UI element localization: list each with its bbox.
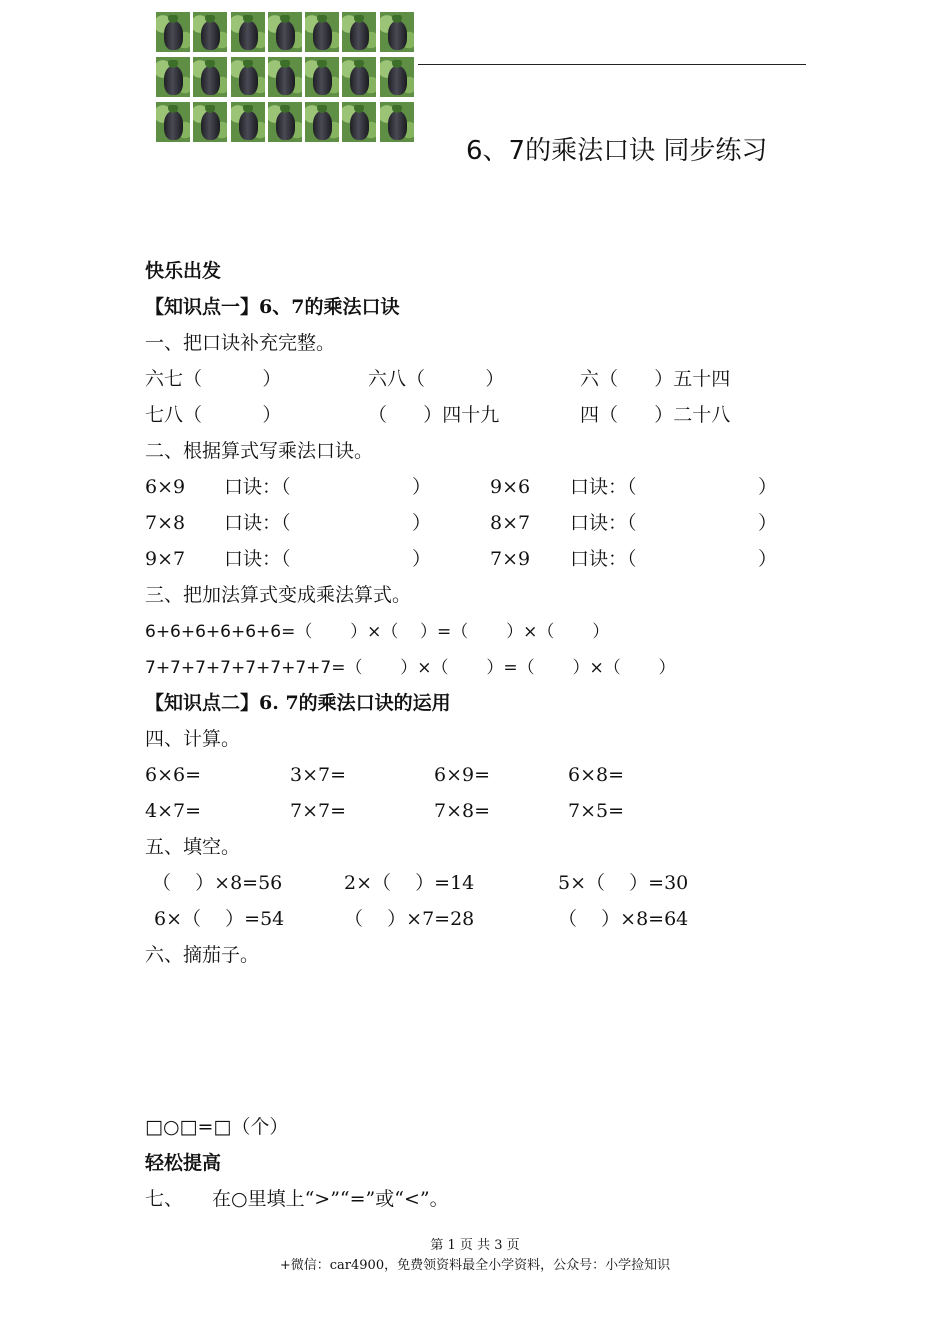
eggplant-stem-icon — [392, 15, 402, 23]
q3-line-2: 7+7+7+7+7+7+7+7=（ ）×（ ）=（ ）×（ ） — [145, 658, 676, 678]
eggplant-image — [231, 57, 265, 97]
eggplant-image — [342, 57, 376, 97]
q2-answer-open: 口诀：（ — [224, 512, 291, 534]
eggplant-stem-icon — [354, 105, 364, 113]
eggplant-image — [193, 12, 227, 52]
eggplant-image — [342, 12, 376, 52]
q4-heading: 四、计算。 — [145, 728, 241, 750]
q2-answer-close: ） — [412, 548, 432, 570]
q7-text: 在○里填上“>”“=”或“<”。 — [212, 1188, 449, 1210]
eggplant-image — [380, 12, 414, 52]
q1-item: 六（ ）五十四 — [580, 368, 731, 390]
q1-heading: 一、把口诀补充完整。 — [145, 332, 336, 354]
q6-heading: 六、摘茄子。 — [145, 944, 260, 966]
eggplant-stem-icon — [168, 60, 178, 68]
eggplant-stem-icon — [168, 15, 178, 23]
eggplant-stem-icon — [243, 60, 253, 68]
q6-formula: □○□=□（个） — [145, 1116, 289, 1138]
eggplant-image — [193, 57, 227, 97]
eggplant-stem-icon — [317, 15, 327, 23]
section-easy: 轻松提高 — [145, 1152, 222, 1174]
eggplant-stem-icon — [280, 105, 290, 113]
eggplant-image — [342, 102, 376, 142]
footer-note: +微信：car4900，免费领资料最全小学资料，公众号：小学捡知识 — [279, 1258, 671, 1273]
q7-number: 七、 — [145, 1188, 184, 1210]
q2-answer-close: ） — [758, 476, 778, 498]
q3-line-1: 6+6+6+6+6+6=（ ）×（ ）=（ ）×（ ） — [145, 622, 610, 642]
q2-expression: 8×7 — [490, 512, 531, 534]
eggplant-stem-icon — [205, 15, 215, 23]
q2-answer-open: 口诀：（ — [224, 476, 291, 498]
eggplant-image — [231, 12, 265, 52]
knowledge-point-2: 【知识点二】6. 7的乘法口诀的运用 — [145, 692, 451, 714]
eggplant-stem-icon — [168, 105, 178, 113]
eggplant-stem-icon — [317, 105, 327, 113]
q5-item: （ ）×7=28 — [344, 908, 475, 930]
eggplant-stem-icon — [280, 15, 290, 23]
q1-item: 六八（ ） — [368, 368, 505, 390]
q4-item: 6×8= — [568, 764, 625, 786]
q2-expression: 7×9 — [490, 548, 531, 570]
q2-answer-close: ） — [758, 548, 778, 570]
eggplant-stem-icon — [243, 15, 253, 23]
eggplant-image — [305, 12, 339, 52]
q4-item: 6×6= — [145, 764, 202, 786]
q4-item: 4×7= — [145, 800, 202, 822]
page-title: 6、7的乘法口诀 同步练习 — [466, 136, 768, 166]
eggplant-image — [305, 102, 339, 142]
q5-heading: 五、填空。 — [145, 836, 241, 858]
eggplant-image — [193, 102, 227, 142]
q1-item: 四（ ）二十八 — [580, 404, 731, 426]
q1-item: 七八（ ） — [145, 404, 282, 426]
eggplant-image — [380, 102, 414, 142]
eggplant-image — [268, 57, 302, 97]
q5-item: （ ）×8=56 — [152, 872, 283, 894]
q2-answer-open: 口诀：（ — [570, 512, 637, 534]
eggplant-image — [305, 57, 339, 97]
eggplant-stem-icon — [205, 60, 215, 68]
q5-item: （ ）×8=64 — [558, 908, 689, 930]
q2-answer-close: ） — [412, 476, 432, 498]
q2-answer-open: 口诀：（ — [224, 548, 291, 570]
eggplant-image — [156, 12, 190, 52]
eggplant-image — [231, 102, 265, 142]
q4-item: 7×8= — [434, 800, 491, 822]
eggplant-image — [156, 57, 190, 97]
knowledge-point-1: 【知识点一】6、7的乘法口诀 — [145, 296, 400, 318]
q1-item: （ ）四十九 — [368, 404, 500, 426]
eggplant-image — [268, 102, 302, 142]
q1-item: 六七（ ） — [145, 368, 282, 390]
q3-heading: 三、把加法算式变成乘法算式。 — [145, 584, 412, 606]
eggplant-image — [268, 12, 302, 52]
eggplant-image — [156, 102, 190, 142]
footer-page-number: 第 1 页 共 3 页 — [430, 1238, 520, 1253]
section-happy: 快乐出发 — [145, 260, 222, 282]
eggplant-stem-icon — [354, 15, 364, 23]
eggplant-stem-icon — [280, 60, 290, 68]
q2-expression: 9×6 — [490, 476, 531, 498]
q5-item: 6×（ ）=54 — [154, 908, 285, 930]
eggplant-stem-icon — [205, 105, 215, 113]
q4-item: 6×9= — [434, 764, 491, 786]
eggplant-image — [380, 57, 414, 97]
q2-expression: 7×8 — [145, 512, 186, 534]
eggplant-stem-icon — [317, 60, 327, 68]
eggplant-stem-icon — [354, 60, 364, 68]
q2-answer-open: 口诀：（ — [570, 548, 637, 570]
q4-item: 3×7= — [290, 764, 347, 786]
q2-answer-close: ） — [758, 512, 778, 534]
q2-answer-open: 口诀：（ — [570, 476, 637, 498]
title-rule — [418, 64, 806, 65]
eggplant-stem-icon — [392, 105, 402, 113]
eggplant-picture-grid — [156, 12, 418, 144]
q5-item: 2×（ ）=14 — [344, 872, 475, 894]
q2-expression: 6×9 — [145, 476, 186, 498]
q5-item: 5×（ ）=30 — [558, 872, 689, 894]
q2-heading: 二、根据算式写乘法口诀。 — [145, 440, 374, 462]
q4-item: 7×5= — [568, 800, 625, 822]
eggplant-stem-icon — [392, 60, 402, 68]
eggplant-stem-icon — [243, 105, 253, 113]
q2-expression: 9×7 — [145, 548, 186, 570]
q4-item: 7×7= — [290, 800, 347, 822]
q2-answer-close: ） — [412, 512, 432, 534]
